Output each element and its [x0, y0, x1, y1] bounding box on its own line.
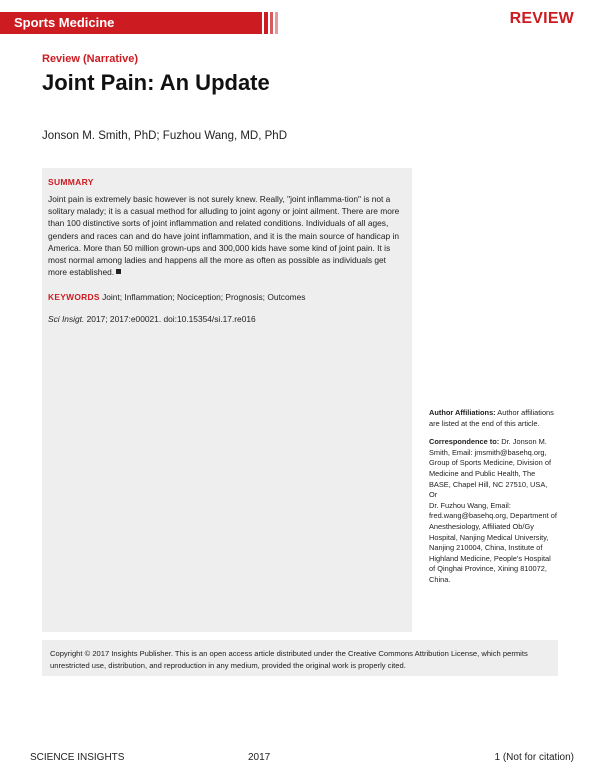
correspondence-text-1: Dr. Jonson M. Smith, Email: jmsmith@basehq.org, Group of Sports Medicine, Division of Medicine and Public Health, The BASE, Chapel Hill, NC 27510, USA,: [429, 437, 551, 489]
summary-body: Joint pain is extremely basic however is not surely knew. Really, "joint inflamma-tion" is not a solitary malady; it is a casual method for alluding to joint agony or joint ailment. There are more than 100 distinctive sorts of joint inflammation and related conditions. Individuals of all ages, genders and races can and do have joint inflammation, and it is the main source of handicap in America. More than 50 million grown-ups and 300,000 kids have some kind of joint pain. It is most normal among ladies and happens all the more as often as possible as individuals get more established.: [48, 194, 400, 278]
end-mark-icon: [116, 269, 121, 274]
footer-year: 2017: [248, 752, 271, 763]
correspondence-or: Or: [429, 490, 438, 500]
keywords-line: [48, 292, 404, 302]
citation-journal: Sci Insigt.: [48, 314, 85, 325]
keywords-label: KEYWORDS: [48, 292, 100, 303]
summary-panel: [42, 168, 412, 632]
affiliations-label: Author Affiliations:: [429, 408, 496, 417]
citation-details: 2017; 2017:e00021. doi:10.15354/si.17.re016: [84, 314, 256, 325]
article-title: Joint Pain: An Update: [42, 70, 270, 95]
banner-stripe-decoration: [270, 12, 273, 34]
journal-section-banner: [0, 12, 262, 34]
correspondence-label: Correspondence to:: [429, 437, 500, 447]
summary-text: [48, 193, 404, 278]
banner-stripe-decoration: [275, 12, 278, 34]
summary-heading: SUMMARY: [48, 177, 94, 187]
keywords-text: Joint; Inflammation; Nociception; Prognosis; Outcomes: [102, 292, 306, 303]
affiliations-text: Author affiliations are listed at the end of this article.: [429, 408, 554, 428]
article-sidebar: [429, 408, 557, 594]
author-affiliations: [429, 408, 557, 429]
journal-section-label: Sports Medicine: [14, 15, 115, 30]
banner-stripe-decoration: [264, 12, 268, 34]
article-authors: Jonson M. Smith, PhD; Fuzhou Wang, MD, PhD: [42, 130, 287, 142]
review-tag: REVIEW: [509, 10, 574, 27]
correspondence: [429, 437, 557, 585]
footer-publisher: SCIENCE INSIGHTS: [30, 752, 125, 763]
footer-page-number: 1 (Not for citation): [494, 752, 574, 763]
article-type: Review (Narrative): [42, 53, 138, 65]
citation-line: [48, 314, 404, 324]
correspondence-text-2: Dr. Fuzhou Wang, Email: fred.wang@basehq.org, Department of Anesthesiology, Affiliated Ob/Gy Hospital, Nanjing Medical University, Nanjing 210004, China, Institute of Highland Medicine, People's Hospital of Qinghai Province, Xining 810072, China.: [429, 500, 557, 584]
copyright-notice: Copyright © 2017 Insights Publisher. This is an open access article distributed under the Creative Commons Attribution License, which permits unrestricted use, distribution, and reproduction in any medium, provided the original work is properly cited.: [42, 640, 558, 676]
